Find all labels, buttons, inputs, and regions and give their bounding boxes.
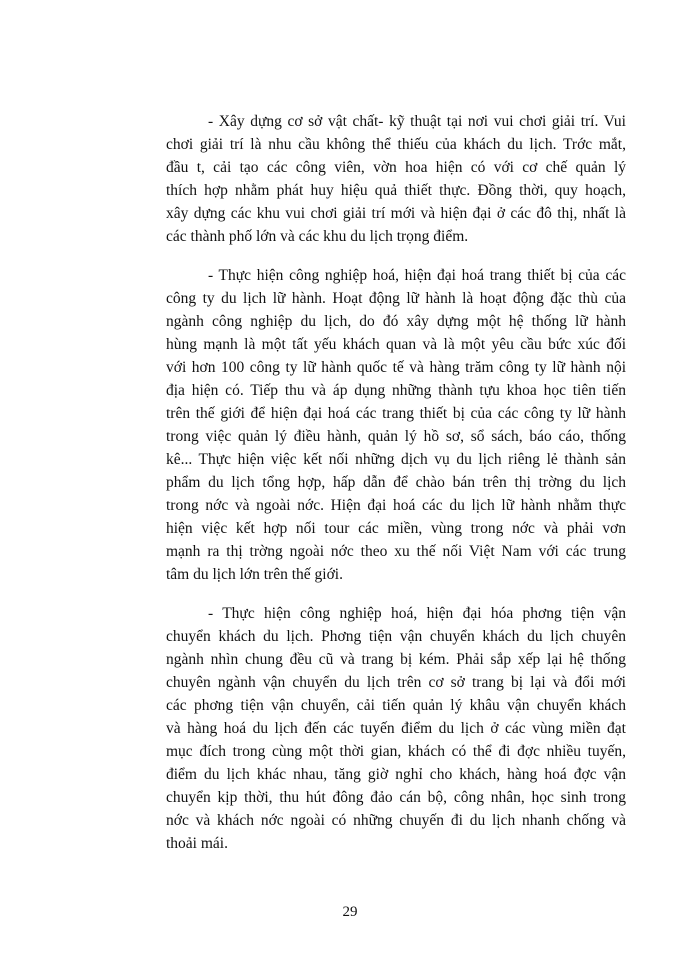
paragraph-line: kê... Thực hiện việc kết nối những dịch vụ du lịch riêng lẻ thành sản <box>166 451 626 468</box>
paragraph-line: và hàng hoá du lịch đến các tuyến điểm du lịch ở các vùng miền đạt <box>166 720 626 737</box>
paragraph-line: - Thực hiện công nghiệp hoá, hiện đại hoá trang thiết bị của các <box>208 267 626 284</box>
paragraph-line: mục đích trong cùng một thời gian, khách có thể đi đợc nhiều tuyến, <box>166 743 626 760</box>
paragraph-line: phẩm du lịch tổng hợp, hấp dẫn để chào bán trên thị trờng du lịch <box>166 474 626 491</box>
paragraph-line: trên thế giới để hiện đại hoá các trang thiết bị của các công ty lữ hành <box>166 405 626 422</box>
paragraph-line: xây dựng các khu vui chơi giải trí mới và hiện đại ở các đô thị, nhất là <box>166 205 626 222</box>
page-number: 29 <box>342 904 358 920</box>
paragraph-line: - Thực hiện công nghiệp hoá, hiện đại hóa phơng tiện vận <box>208 605 626 622</box>
paragraph-line: chuyển kịp thời, thu hút đông đảo cán bộ, công nhân, học sinh trong <box>166 789 626 806</box>
paragraph-line: chuyên ngành vận chuyển du lịch trên cơ sở trang bị lại và đổi mới <box>166 674 626 691</box>
paragraph-line: với hơn 100 công ty lữ hành quốc tế và hàng trăm công ty lữ hành nội <box>166 359 626 376</box>
paragraph-line: hùng mạnh là một tất yếu khách quan và là một yêu cầu bức xúc đối <box>166 336 626 353</box>
paragraph-line: tâm du lịch lớn trên thế giới. <box>166 566 343 583</box>
paragraph-line: công ty du lịch lữ hành. Hoạt động lữ hành là hoạt động đặc thù của <box>166 290 626 307</box>
paragraph-line: chuyển khách du lịch. Phơng tiện vận chuyển khách du lịch chuyên <box>166 628 626 645</box>
paragraph-line: chơi giải trí là nhu cầu không thể thiếu của khách du lịch. Trớc mắt, <box>166 136 626 153</box>
paragraph-line: điểm du lịch khác nhau, tăng giờ nghỉ cho khách, hàng hoá đợc vận <box>166 766 626 783</box>
paragraph-line: các phơng tiện vận chuyển, cải tiến quản lý khâu vận chuyển khách <box>166 697 626 714</box>
paragraph-line: nớc và khách nớc ngoài có những chuyến đi du lịch nhanh chống và <box>166 812 626 829</box>
paragraph-line: mạnh ra thị trờng ngoài nớc theo xu thế nối Việt Nam với các trung <box>166 543 626 560</box>
paragraph-line: thích hợp nhằm phát huy hiệu quả thiết thực. Đồng thời, quy hoạch, <box>166 182 626 199</box>
paragraph-line: - Xây dựng cơ sở vật chất- kỹ thuật tại nơi vui chơi giải trí. Vui <box>208 113 626 130</box>
paragraph-line: trong nớc và ngoài nớc. Hiện đại hoá các du lịch lữ hành nhằm thực <box>166 497 626 514</box>
paragraph-line: thoải mái. <box>166 835 228 852</box>
paragraph-line: ngành nhìn chung đều cũ và trang bị kém. Phải sắp xếp lại hệ thống <box>166 651 626 668</box>
paragraph-line: địa hiện có. Tiếp thu và áp dụng những thành tựu khoa học tiên tiến <box>166 382 626 399</box>
paragraph-line: đầu t, cải tạo các công viên, vờn hoa hiện có với cơ chế quản lý <box>166 159 626 176</box>
paragraph-line: các thành phố lớn và các khu du lịch trọng điểm. <box>166 228 469 245</box>
paragraph-line: hiện việc kết hợp nối tour các miền, vùng trong nớc và phải vơn <box>166 520 626 537</box>
paragraph-line: trong việc quản lý điều hành, quản lý hồ sơ, sổ sách, báo cáo, thống <box>166 428 626 445</box>
paragraph-line: ngành công nghiệp du lịch, do đó xây dựng một hệ thống lữ hành <box>166 313 626 330</box>
